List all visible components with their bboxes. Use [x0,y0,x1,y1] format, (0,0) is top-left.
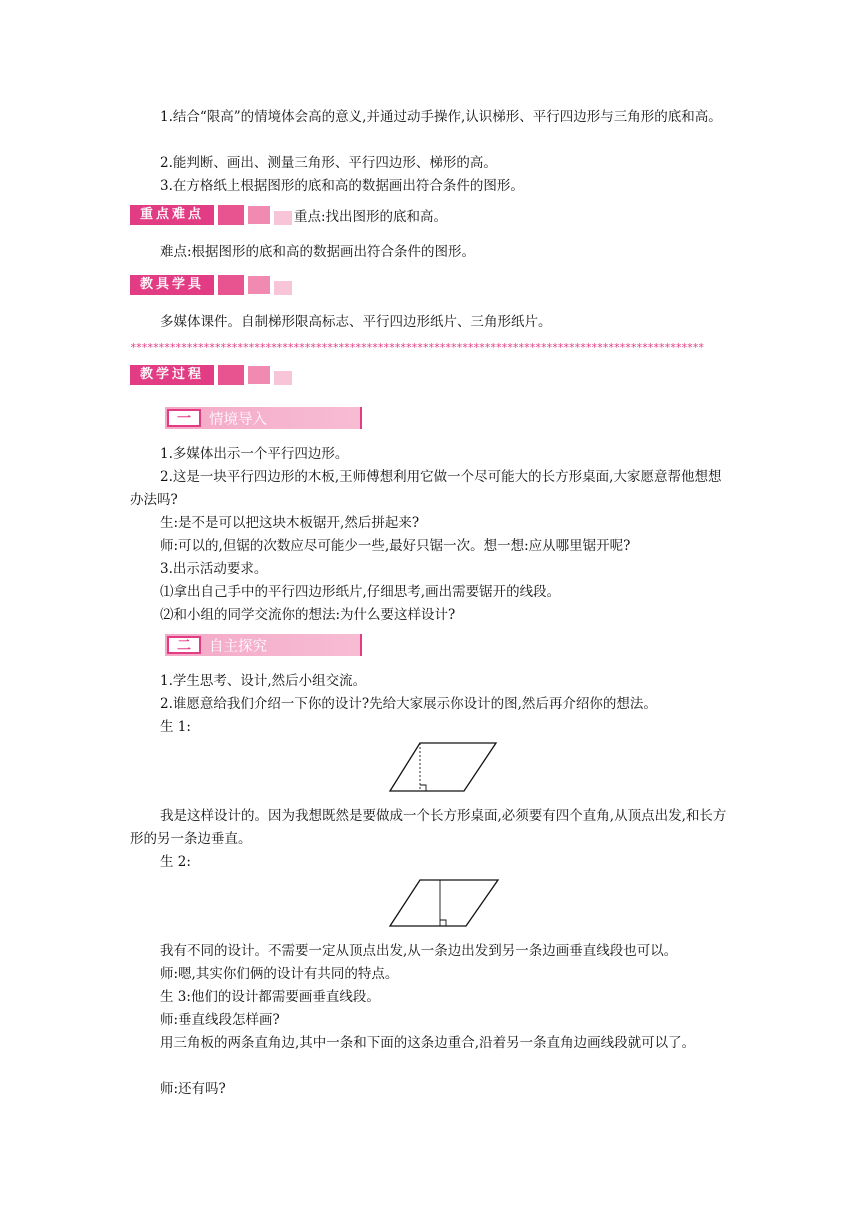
objective-1: 1.结合“限高”的情境体会高的意义,并通过动手操作,认识梯形、平行四边形与三角形的底和高。 [160,109,722,125]
parallelogram-figure-1 [388,741,498,793]
decor-square [248,206,270,224]
tools-text: 多媒体课件。自制梯形限高标志、平行四边形纸片、三角形纸片。 [160,314,552,330]
section-2-number: 二 [167,636,201,654]
decor-square [274,211,292,225]
section-2-title: 自主探究 [209,638,267,655]
right-angle-mark [420,785,426,791]
parallelogram-shape [390,880,498,926]
section-1-title: 情境导入 [209,411,267,428]
key-point-text: 重点:找出图形的底和高。 [294,209,448,225]
objective-2: 2.能判断、画出、测量三角形、平行四边形、梯形的高。 [160,155,497,171]
s2-line: 师:嗯,其实你们俩的设计有共同的特点。 [160,966,399,982]
s1-line: ⑵和小组的同学交流你的想法:为什么要这样设计? [160,607,456,623]
decor-square [274,371,292,385]
section-1-header [165,407,362,429]
section-1-number: 一 [167,409,201,427]
decor-square [248,366,270,384]
process-header [130,365,292,385]
s2-line: 2.谁愿意给我们介绍一下你的设计?先给大家展示你设计的图,然后再介绍你的想法。 [160,696,657,712]
s2-line: 生 1: [160,719,191,735]
s1-line: 2.这是一块平行四边形的木板,王师傅想利用它做一个尽可能大的长方形桌面,大家愿意帮他想想办法吗? [130,469,722,508]
star-divider: ****************************************************************************************************** [130,341,704,354]
s2-line: 生 3:他们的设计都需要画垂直线段。 [160,989,380,1005]
decor-square [218,365,244,385]
decor-square [248,276,270,294]
decor-square [218,275,244,295]
s2-line: 生 2: [160,854,191,870]
parallelogram-figure-2 [388,878,500,928]
decor-square [274,281,292,295]
s1-line: 生:是不是可以把这块木板锯开,然后拼起来? [160,515,420,531]
s1-line: 师:可以的,但锯的次数应尽可能少一些,最好只锯一次。想一想:应从哪里锯开呢? [160,538,631,554]
section-2-header [165,634,362,656]
parallelogram-shape [390,743,496,791]
s1-line: ⑴拿出自己手中的平行四边形纸片,仔细思考,画出需要锯开的线段。 [160,584,561,600]
s2-line: 我有不同的设计。不需要一定从顶点出发,从一条边出发到另一条边画垂直线段也可以。 [160,943,678,959]
key-points-label: 重点难点 [130,205,214,225]
s1-line: 3.出示活动要求。 [160,561,268,577]
s2-line: 1.学生思考、设计,然后小组交流。 [160,673,367,689]
difficulty-text: 难点:根据图形的底和高的数据画出符合条件的图形。 [160,244,476,260]
tools-header [130,275,292,295]
right-angle-mark [440,920,446,926]
process-label: 教学过程 [130,365,214,385]
s2-line: 师:垂直线段怎样画? [160,1012,280,1028]
key-points-header [130,205,447,225]
objective-3: 3.在方格纸上根据图形的底和高的数据画出符合条件的图形。 [160,178,524,194]
decor-square [218,205,244,225]
s1-line: 1.多媒体出示一个平行四边形。 [160,446,349,462]
tools-label: 教具学具 [130,275,214,295]
s2-line: 我是这样设计的。因为我想既然是要做成一个长方形桌面,必须要有四个直角,从顶点出发,和长方形的另一条边垂直。 [130,808,727,847]
s2-line: 师:还有吗? [160,1081,226,1097]
s2-line: 用三角板的两条直角边,其中一条和下面的这条边重合,沿着另一条直角边画线段就可以了。 [160,1035,696,1051]
